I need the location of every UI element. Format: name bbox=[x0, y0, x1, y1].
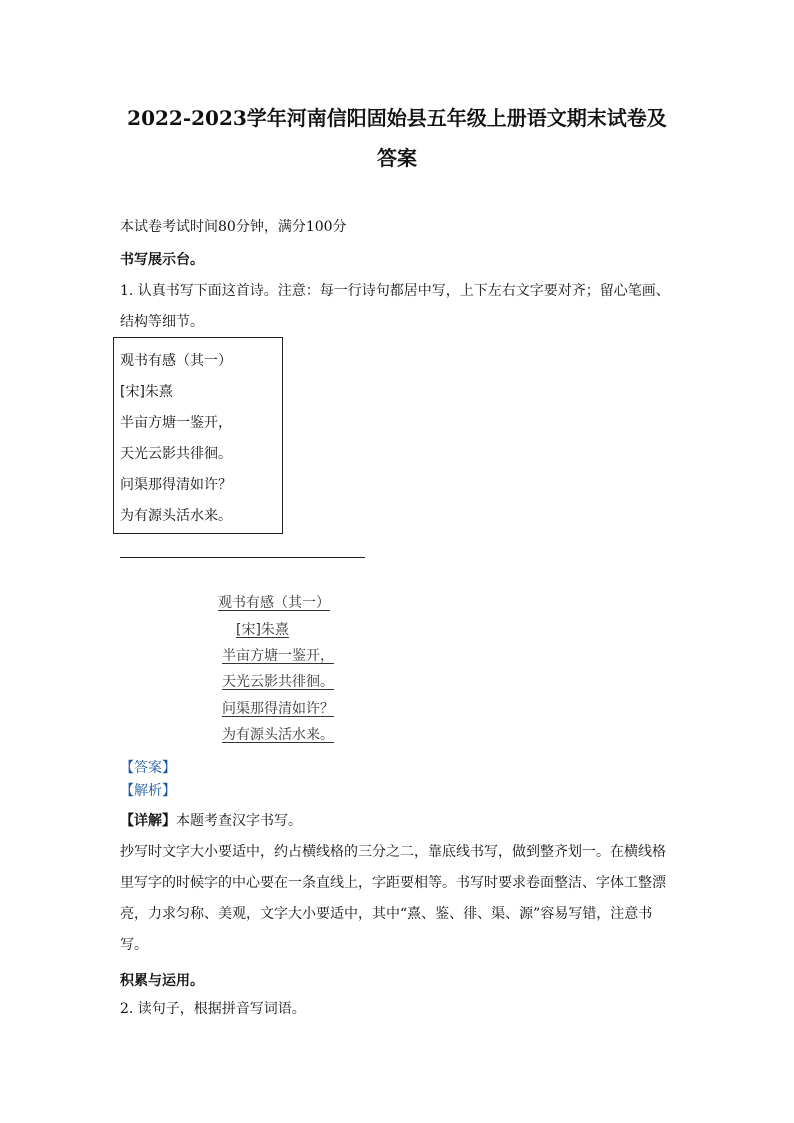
detail-heading: 【详解】 bbox=[120, 813, 176, 829]
detail-line: 抄写时文字大小要适中，约占横线格的三分之二，靠底线书写，做到整齐划一。在横线格 bbox=[120, 844, 666, 860]
poem-box bbox=[113, 337, 283, 534]
title-line-2: 答案 bbox=[377, 146, 417, 170]
sample-poem-author: [宋]朱熹 bbox=[236, 622, 289, 638]
document-title bbox=[100, 98, 694, 178]
sample-poem-line: 天光云影共徘徊。 bbox=[222, 674, 334, 690]
question-1 bbox=[120, 276, 674, 338]
question-1-line-1: 1. 认真书写下面这首诗。注意：每一行诗句都居中写，上下左右文字要对齐；留心笔画、 bbox=[120, 283, 670, 299]
sample-poem-line: 为有源头活水来。 bbox=[222, 727, 334, 743]
analysis-tag: 【解析】 bbox=[120, 783, 176, 799]
question-1-line-2: 结构等细节。 bbox=[120, 314, 204, 330]
detail-line: 亮，力求匀称、美观，文字大小要适中，其中“熹、鉴、徘、渠、源”容易写错，注意书 bbox=[120, 906, 653, 922]
poem-line: 为有源头活水来。 bbox=[120, 508, 232, 524]
exam-info: 本试卷考试时间80分钟，满分100分 bbox=[120, 219, 347, 235]
question-2: 2. 读句子，根据拼音写词语。 bbox=[120, 1001, 306, 1017]
sample-poem-title: 观书有感（其一） bbox=[218, 595, 330, 611]
sample-poem-line: 问渠那得清如许？ bbox=[222, 701, 334, 717]
title-line-1: 2022-2023学年河南信阳固始县五年级上册语文期末试卷及 bbox=[127, 106, 667, 130]
answer-writing-line bbox=[120, 557, 365, 558]
section-heading-writing: 书写展示台。 bbox=[120, 252, 204, 268]
section-heading-accumulation: 积累与运用。 bbox=[120, 973, 204, 989]
detail-intro: 本题考查汉字书写。 bbox=[176, 813, 302, 829]
poem-author: [宋]朱熹 bbox=[120, 384, 173, 400]
answer-tag: 【答案】 bbox=[120, 760, 176, 776]
poem-line: 问渠那得清如许？ bbox=[120, 477, 232, 493]
sample-poem-line: 半亩方塘一鉴开， bbox=[222, 648, 334, 664]
poem-title: 观书有感（其一） bbox=[120, 353, 232, 369]
poem-line: 天光云影共徘徊。 bbox=[120, 446, 232, 462]
poem-line: 半亩方塘一鉴开， bbox=[120, 415, 232, 431]
detail-section bbox=[120, 806, 674, 961]
detail-intro-line bbox=[120, 806, 674, 837]
detail-line: 里写字的时候字的中心要在一条直线上，字距要相等。书写时要求卷面整洁、字体工整漂 bbox=[120, 875, 666, 891]
detail-line: 写。 bbox=[120, 937, 148, 953]
